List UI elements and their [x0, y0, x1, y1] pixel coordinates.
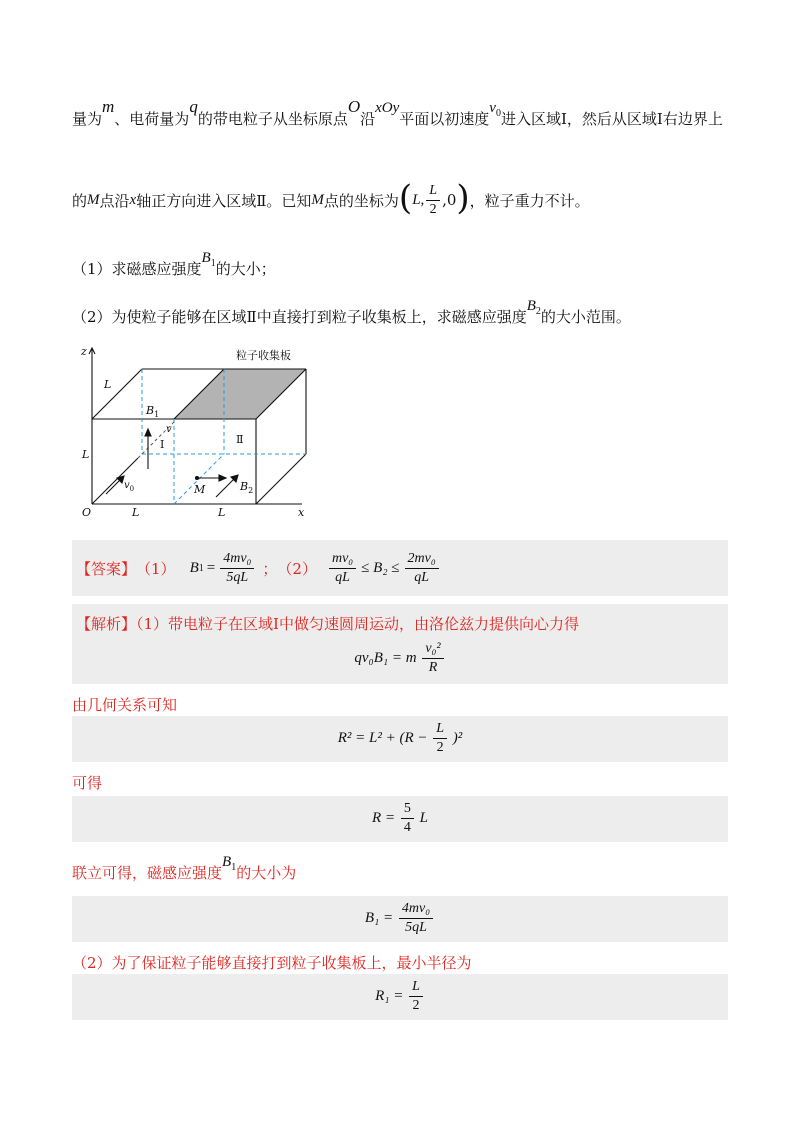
text: （2）为使粒子能够在区域Ⅱ中直接打到粒子收集板上，求磁感应强度: [72, 308, 527, 326]
analysis-intro: [76, 613, 579, 634]
region-1-label: Ⅰ: [160, 438, 165, 451]
equation-5: R₁ = $\frac{L}{2}$: [72, 978, 728, 1015]
separator: ；: [262, 559, 278, 578]
collector-label: 粒子收集板: [236, 349, 291, 362]
text: 的: [72, 191, 88, 210]
answer-part-2: （2）: [277, 559, 317, 578]
v0-label: $v_0$: [124, 480, 135, 493]
answer-part-1: （1）: [136, 559, 176, 578]
problem-line-1: [72, 97, 723, 131]
b2-label: $B_2$: [240, 480, 254, 495]
analysis-tag: 【解析】: [76, 615, 137, 633]
text: 的大小范围。: [540, 308, 631, 326]
text: 的大小；: [215, 260, 276, 278]
b1-label: $B_1$: [146, 404, 160, 419]
text: 平面以初速度: [399, 110, 490, 128]
answer-line: [76, 540, 441, 596]
sub: 2: [535, 306, 541, 317]
frac-den: 2: [429, 201, 437, 217]
var-v: v: [489, 100, 496, 116]
var-B: B: [526, 298, 536, 314]
sub: 0: [495, 108, 501, 119]
geometry-text: 由几何关系可知: [72, 696, 178, 714]
length-label-bottom-1: L: [132, 506, 140, 519]
equation-1: qv₀B₁ = m $\frac{\text{v₀²}}{R}$: [72, 640, 728, 677]
text: 量为: [72, 110, 103, 128]
text: （1）求磁感应强度: [72, 260, 202, 278]
question-2: [72, 298, 631, 329]
result-text: 可得: [72, 774, 103, 792]
equation-3: R = $\frac{5}{4}$ L: [372, 801, 428, 835]
text: 沿: [360, 110, 376, 128]
origin-label: O: [82, 506, 92, 519]
var-M: M: [87, 191, 100, 208]
equation-4: B₁ = $\frac{\text{4mv₀}}{5qL}$: [72, 900, 728, 937]
text: 、电荷量为: [114, 110, 190, 128]
part-2-text: （2）为了保证粒子能够直接打到粒子收集板上，最小半径为: [72, 954, 472, 972]
answer-formula-1: B 1 = $\frac{\text{4mv₀}}{5qL}$: [190, 550, 257, 587]
var-m: m: [102, 97, 115, 116]
length-label-bottom-2: L: [218, 506, 226, 519]
var-B: B: [201, 250, 211, 266]
var-O: O: [347, 97, 361, 116]
var-M: M: [311, 191, 324, 208]
var-x: x: [129, 191, 137, 208]
length-label-top: L: [104, 378, 112, 391]
axis-x-label: x: [298, 506, 305, 519]
text: 轴正方向进入区域Ⅱ。已知: [136, 191, 312, 210]
analysis-intro-text: （1）带电粒子在区域Ⅰ中做匀速圆周运动，由洛伦兹力提供向心力得: [136, 615, 579, 633]
axis-z-label: z: [81, 345, 87, 358]
box-diagram: [76, 344, 326, 522]
m-label: M: [194, 483, 206, 496]
var-q: q: [189, 97, 198, 116]
text: 点沿: [99, 191, 130, 210]
equation-2: R² = L² + (R − $\frac{L}{2}$ )²: [337, 721, 463, 755]
text: ，粒子重力不计。: [469, 191, 590, 210]
coord-L: L,: [412, 191, 425, 208]
text: 进入区域Ⅰ，然后从区域Ⅰ右边界上: [500, 110, 723, 128]
y-label: v: [166, 424, 172, 435]
var-xOy: xOy: [375, 100, 400, 116]
frac-num: L: [426, 182, 440, 201]
question-1: [72, 250, 276, 281]
combine-text: 联立可得，磁感应强度$B_1$的大小为: [72, 854, 297, 882]
answer-formula-2: $\frac{\text{mv₀}}{qL}$ ≤ B₂ ≤ $\frac{\text{2mv₀}}{qL}$: [327, 550, 441, 587]
coord-zero: ,0: [442, 191, 457, 209]
text: 的带电粒子从坐标原点: [197, 110, 348, 128]
sub: 1: [210, 258, 216, 269]
length-label-left: L: [82, 448, 90, 461]
problem-line-2: 的 M 点沿 x 轴正方向进入区域Ⅱ。已知 M 点的坐标为 ( L, $\frac{L}{2}$ ,0 ) ，粒子重力不计。: [72, 178, 590, 218]
text: 点的坐标为: [323, 191, 399, 210]
region-2-label: Ⅱ: [236, 433, 244, 446]
answer-tag: 【答案】: [76, 559, 137, 578]
